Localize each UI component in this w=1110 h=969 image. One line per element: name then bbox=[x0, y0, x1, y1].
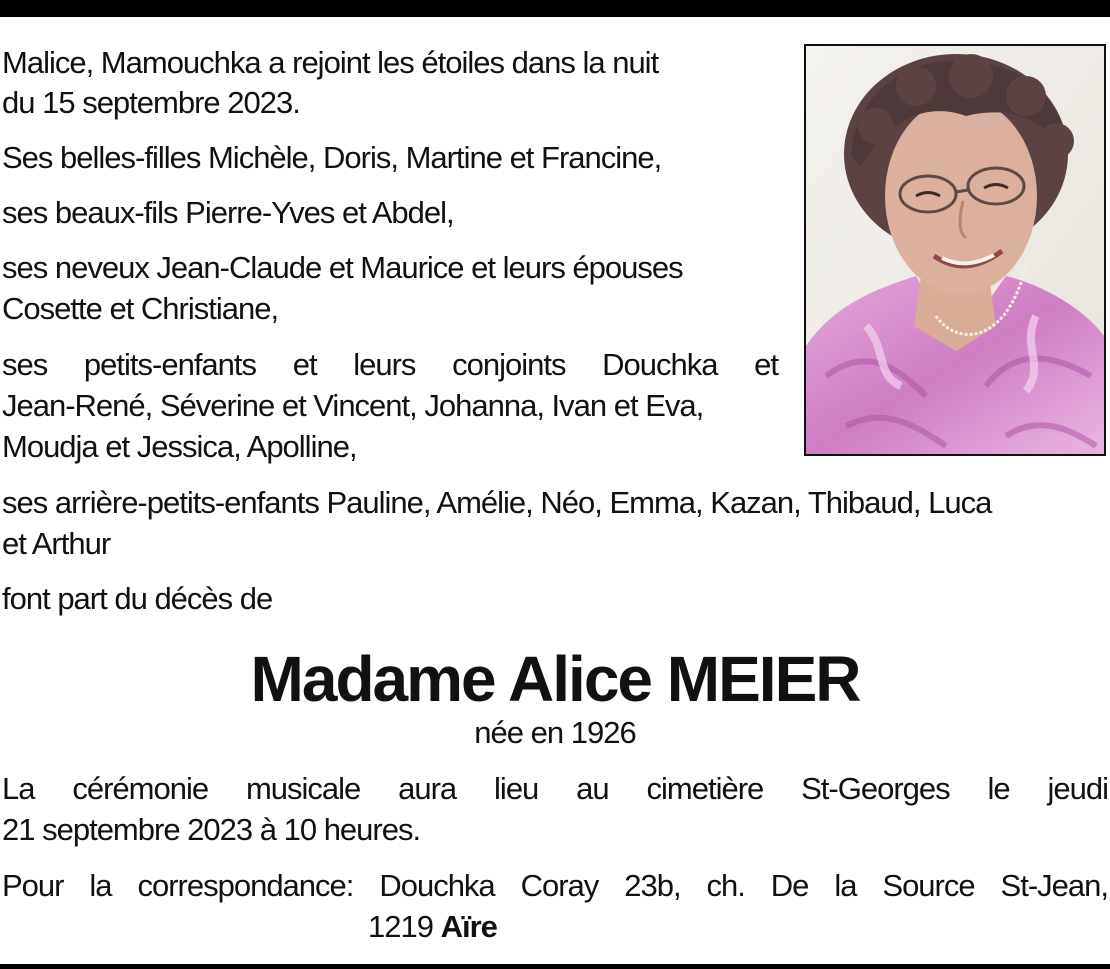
ceremony-line-2: 21 septembre 2023 à 10 heures. bbox=[2, 812, 421, 847]
intro-line-2: du 15 septembre 2023. bbox=[2, 85, 300, 120]
petits-enfants-line-3: Moudja et Jessica, Apolline, bbox=[2, 429, 357, 464]
bottom-rule bbox=[0, 964, 1110, 969]
deceased-name: Madame Alice MEIER bbox=[250, 643, 860, 715]
portrait-illustration bbox=[806, 46, 1104, 454]
beaux-fils-text: ses beaux-fils Pierre-Yves et Abdel, bbox=[2, 195, 454, 230]
intro-line-1: Malice, Mamouchka a rejoint les étoiles dans la nuit bbox=[2, 45, 659, 80]
correspondence-line: Pour la correspondance: Douchka Coray 23b, ch. De la Source St-Jean, bbox=[2, 868, 1108, 903]
petits-enfants-line-2: Jean-René, Séverine et Vincent, Johanna, Ivan et Eva, bbox=[2, 388, 704, 423]
neveux-line-2: Cosette et Christiane, bbox=[2, 291, 279, 326]
neveux-line-1: ses neveux Jean-Claude et Maurice et leurs épouses bbox=[2, 250, 683, 285]
correspondence-postcode: 1219 bbox=[368, 909, 433, 944]
belles-filles-text: Ses belles-filles Michèle, Doris, Martine et Francine, bbox=[2, 140, 662, 175]
correspondence-city: Aïre bbox=[440, 909, 497, 944]
portrait-photo bbox=[804, 44, 1106, 456]
announcement-text: font part du décès de bbox=[2, 581, 273, 616]
arriere-petits-enfants-line-2: et Arthur bbox=[2, 526, 111, 561]
top-rule bbox=[0, 0, 1110, 17]
correspondence-address bbox=[368, 906, 497, 947]
birth-year: née en 1926 bbox=[474, 715, 636, 750]
arriere-petits-enfants-line-1: ses arrière-petits-enfants Pauline, Amélie, Néo, Emma, Kazan, Thibaud, Luca bbox=[2, 485, 992, 520]
ceremony-line-1: La cérémonie musicale aura lieu au cimetière St-Georges le jeudi bbox=[2, 771, 1108, 806]
petits-enfants-line-1: ses petits-enfants et leurs conjoints Douchka et bbox=[2, 347, 778, 382]
